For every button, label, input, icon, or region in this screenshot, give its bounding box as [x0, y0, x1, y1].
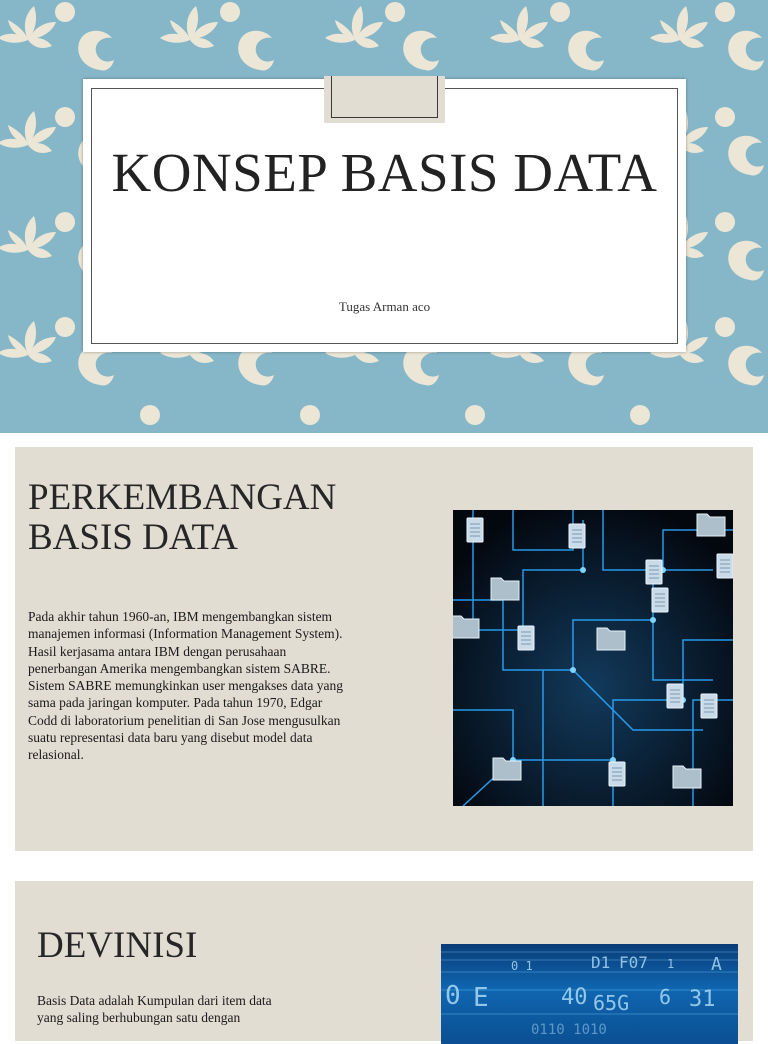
title-slide [0, 0, 768, 433]
slide-title: KONSEP BASIS DATA [111, 142, 658, 203]
svg-text:40: 40 [561, 985, 588, 1010]
slide-body-text: Pada akhir tahun 1960-an, IBM mengembangkan sistem manajemen informasi (Information Management System). Hasil kerjasama antara IBM dengan perusahaan penerbangan Amerika mengembangkan sistem SABRE. Sistem SABRE memungkinkan user mengakses data yang sama pada jaringan komputer. Pada tahun 1970, Edgar Codd di laboratorium penelitian di San Jose mengusulkan suatu representasi data baru yang disebut model data relasional. [28, 609, 343, 763]
svg-text:0110 1010: 0110 1010 [531, 1022, 607, 1038]
svg-text:E: E [473, 983, 489, 1013]
svg-text:1: 1 [667, 957, 675, 971]
binary-data-icon [441, 944, 738, 1044]
svg-text:31: 31 [689, 987, 716, 1012]
title-card [83, 79, 686, 352]
definition-slide [15, 881, 753, 1041]
svg-text:D1: D1 [591, 953, 611, 972]
svg-text:6: 6 [659, 985, 672, 1009]
slide-heading: PERKEMBANGAN BASIS DATA [28, 477, 337, 558]
svg-text:F07: F07 [619, 953, 648, 972]
slide-body-text: Basis Data adalah Kumpulan dari item data yang saling berhubungan satu dengan [37, 993, 272, 1026]
history-slide [15, 447, 753, 851]
svg-text:0: 0 [445, 981, 461, 1011]
title-card-tab [324, 76, 445, 123]
network-files-image [453, 510, 733, 806]
svg-text:A: A [711, 954, 722, 975]
binary-data-image [441, 944, 738, 1044]
network-files-icon [453, 510, 733, 806]
svg-text:0 1: 0 1 [511, 959, 533, 973]
svg-text:65G: 65G [593, 991, 630, 1015]
slide-subtitle: Tugas Arman aco [338, 299, 431, 314]
slide-heading: DEVINISI [37, 925, 198, 966]
